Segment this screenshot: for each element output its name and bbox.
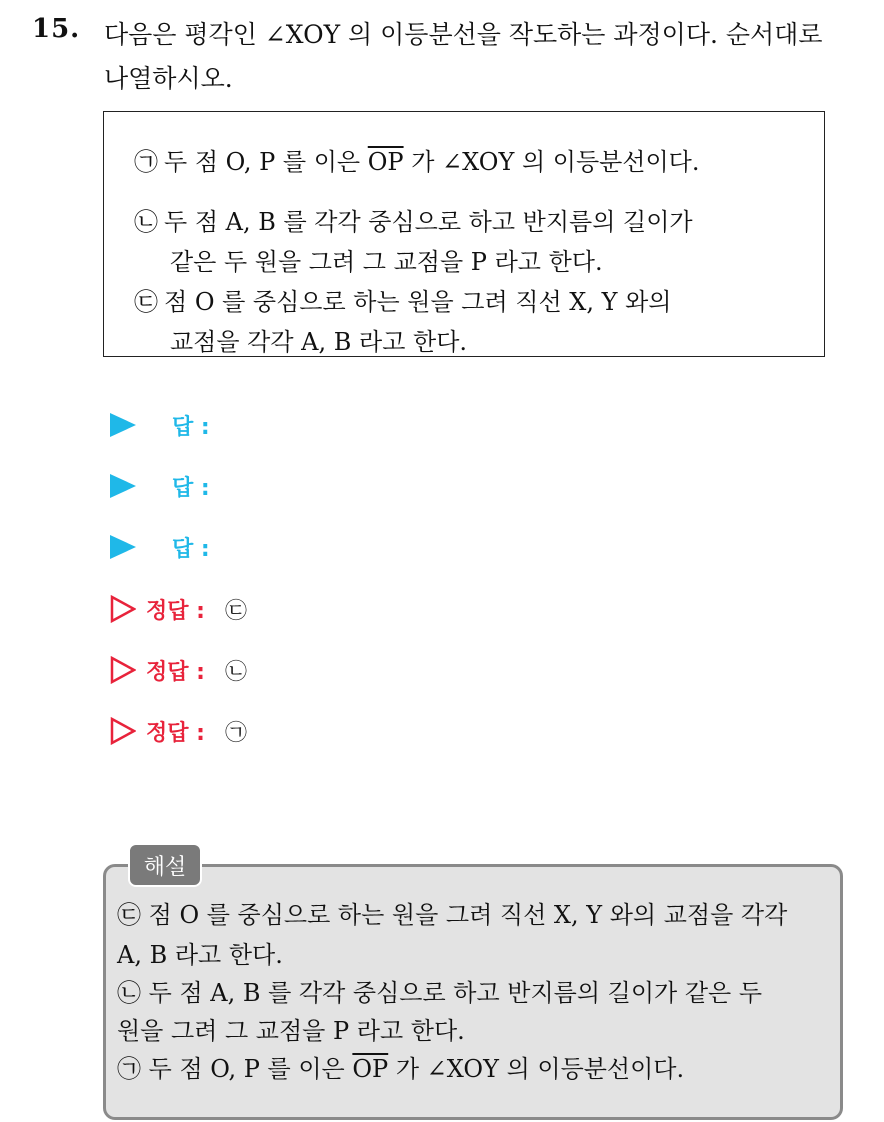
- answer-row-3[interactable]: [110, 527, 210, 567]
- question-text-line2: 나열하시오.: [104, 64, 233, 93]
- solution-value: ㉢: [224, 598, 247, 624]
- step-3: [134, 282, 671, 362]
- solution-label: 정답 :: [146, 659, 205, 685]
- solution-arrow-icon: [110, 717, 136, 745]
- answer-label: 답 :: [172, 414, 210, 440]
- step-3-line1: 점 O 를 중심으로 하는 원을 그려 직선 X, Y 와의: [164, 288, 672, 316]
- step-1-segment: $\overline{OP}$: [367, 148, 404, 176]
- answer-row-1[interactable]: [110, 405, 210, 445]
- answer-arrow-icon: [110, 413, 136, 437]
- step-2-line1: 두 점 A, B 를 각각 중심으로 하고 반지름의 길이가: [164, 208, 693, 236]
- question-text: [104, 13, 874, 101]
- step-2-line2: 같은 두 원을 그려 그 교점을 P 라고 한다.: [170, 248, 603, 276]
- solution-value: ㉡: [224, 659, 247, 685]
- question-number: 15.: [32, 14, 81, 44]
- answer-arrow-icon: [110, 474, 136, 498]
- step-2: [134, 202, 693, 282]
- explanation-line-5-post: 가 ∠XOY 의 이등분선이다.: [388, 1055, 685, 1083]
- solution-label: 정답 :: [146, 598, 205, 624]
- solution-arrow-icon: [110, 595, 136, 623]
- answer-row-2[interactable]: [110, 466, 210, 506]
- solution-row-3: [110, 711, 247, 751]
- answer-label: 답 :: [172, 536, 210, 562]
- explanation-line-3: ㉡ 두 점 A, B 를 각각 중심으로 하고 반지름의 길이가 같은 두: [117, 979, 763, 1007]
- explanation-tag: 해설: [128, 843, 202, 887]
- answer-arrow-icon: [110, 535, 136, 559]
- explanation-segment: $\overline{OP}$: [352, 1055, 389, 1083]
- step-2-marker: ㉡: [134, 208, 158, 236]
- solution-row-2: [110, 650, 247, 690]
- step-3-marker: ㉢: [134, 288, 158, 316]
- solution-arrow-icon: [110, 656, 136, 684]
- explanation-line-4: 원을 그려 그 교점을 P 라고 한다.: [117, 1017, 465, 1045]
- explanation-line-5: [117, 1050, 684, 1088]
- step-3-line2: 교점을 각각 A, B 라고 한다.: [170, 328, 468, 356]
- question-text-line1: 다음은 평각인 ∠XOY 의 이등분선을 작도하는 과정이다. 순서대로: [104, 20, 823, 49]
- step-1-marker: ㉠: [134, 148, 158, 176]
- explanation-line-2: A, B 라고 한다.: [117, 941, 283, 969]
- answer-label: 답 :: [172, 475, 210, 501]
- solution-label: 정답 :: [146, 720, 205, 746]
- explanation-line-1: ㉢ 점 O 를 중심으로 하는 원을 그려 직선 X, Y 와의 교점을 각각: [117, 901, 788, 929]
- explanation-line-5-pre: ㉠ 두 점 O, P 를 이은: [117, 1055, 353, 1083]
- steps-box: [103, 111, 825, 357]
- step-1-text-pre: 두 점 O, P 를 이은: [164, 148, 368, 176]
- step-1-text-post: 가 ∠XOY 의 이등분선이다.: [403, 148, 700, 176]
- solution-value: ㉠: [224, 720, 247, 746]
- solution-row-1: [110, 589, 247, 629]
- step-1: [134, 142, 700, 182]
